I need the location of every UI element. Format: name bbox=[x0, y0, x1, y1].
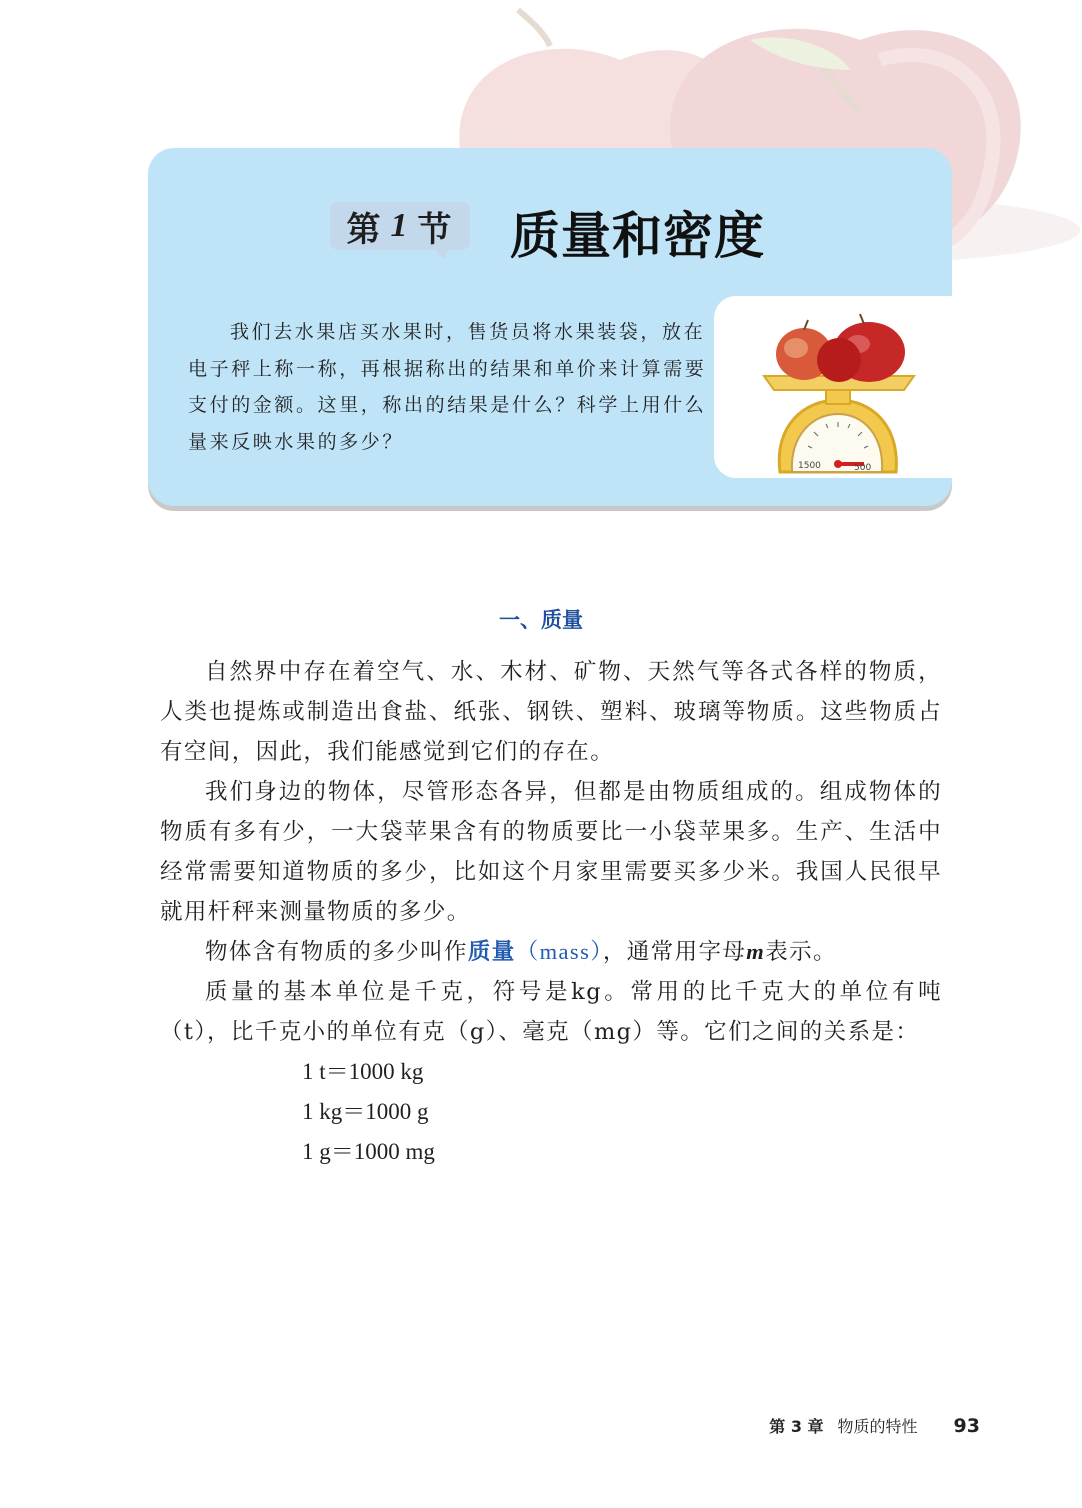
chapter-title: 物质的特性 bbox=[837, 1417, 918, 1436]
page-footer bbox=[769, 1414, 980, 1437]
key-term-english: （mass） bbox=[515, 939, 603, 964]
chapter-label: 第 3 章 bbox=[769, 1417, 824, 1436]
paragraph: 我们身边的物体，尽管形态各异，但都是由物质组成的。组成物体的物质有多有少，一大袋苹果含有的物质要比一小袋苹果多。生产、生活中经常需要知道物质的多少，比如这个月家里需要买多少米。我国人民很早就用杆秤来测量物质的多少。 bbox=[160, 779, 942, 925]
page-number: 93 bbox=[953, 1415, 980, 1437]
definition-text-before: 物体含有物质的多少叫作 bbox=[205, 939, 468, 965]
key-term-mass: 质量 bbox=[467, 939, 516, 965]
scale-reading-right: 500 bbox=[854, 463, 872, 473]
formula: 1 t＝1000 kg bbox=[302, 1059, 424, 1084]
scale-reading-left: 1500 bbox=[798, 461, 821, 471]
paragraph: 自然界中存在着空气、水、木材、矿物、天然气等各式各样的物质，人类也提炼或制造出食盐、纸张、钢铁、塑料、玻璃等物质。这些物质占有空间，因此，我们能感觉到它们的存在。 bbox=[160, 659, 942, 765]
formula: 1 g＝1000 mg bbox=[302, 1139, 435, 1164]
section-heading-mass: 一、质量 bbox=[499, 608, 583, 632]
section-header-card bbox=[148, 148, 952, 506]
mass-symbol: m bbox=[746, 939, 766, 964]
units-paragraph: 质量的基本单位是千克，符号是kg。常用的比千克大的单位有吨（t），比千克小的单位有克（g）、毫克（mg）等。它们之间的关系是： bbox=[160, 979, 942, 1045]
lesson-title: 质量和密度 bbox=[510, 207, 765, 265]
section-label-number: 1 bbox=[390, 207, 410, 244]
definition-paragraph bbox=[160, 932, 942, 972]
apples-on-scale-image bbox=[714, 296, 952, 478]
section-number-badge bbox=[330, 202, 470, 250]
unit-conversion-formulas bbox=[302, 1052, 435, 1172]
photo-panel bbox=[714, 296, 952, 478]
formula: 1 kg＝1000 g bbox=[302, 1099, 429, 1124]
section-label-prefix: 第 bbox=[346, 209, 383, 250]
definition-text-after: 表示。 bbox=[765, 939, 837, 965]
section-label-suffix: 节 bbox=[417, 209, 454, 250]
intro-question: 我们去水果店买水果时，售货员将水果装袋，放在电子秤上称一称，再根据称出的结果和单价来计算需要支付的金额。这里，称出的结果是什么？科学上用什么量来反映水果的多少？ bbox=[188, 321, 707, 453]
badge-speech-tail bbox=[434, 248, 450, 260]
definition-text-middle: ，通常用字母 bbox=[602, 939, 747, 965]
body-text bbox=[160, 652, 942, 1052]
